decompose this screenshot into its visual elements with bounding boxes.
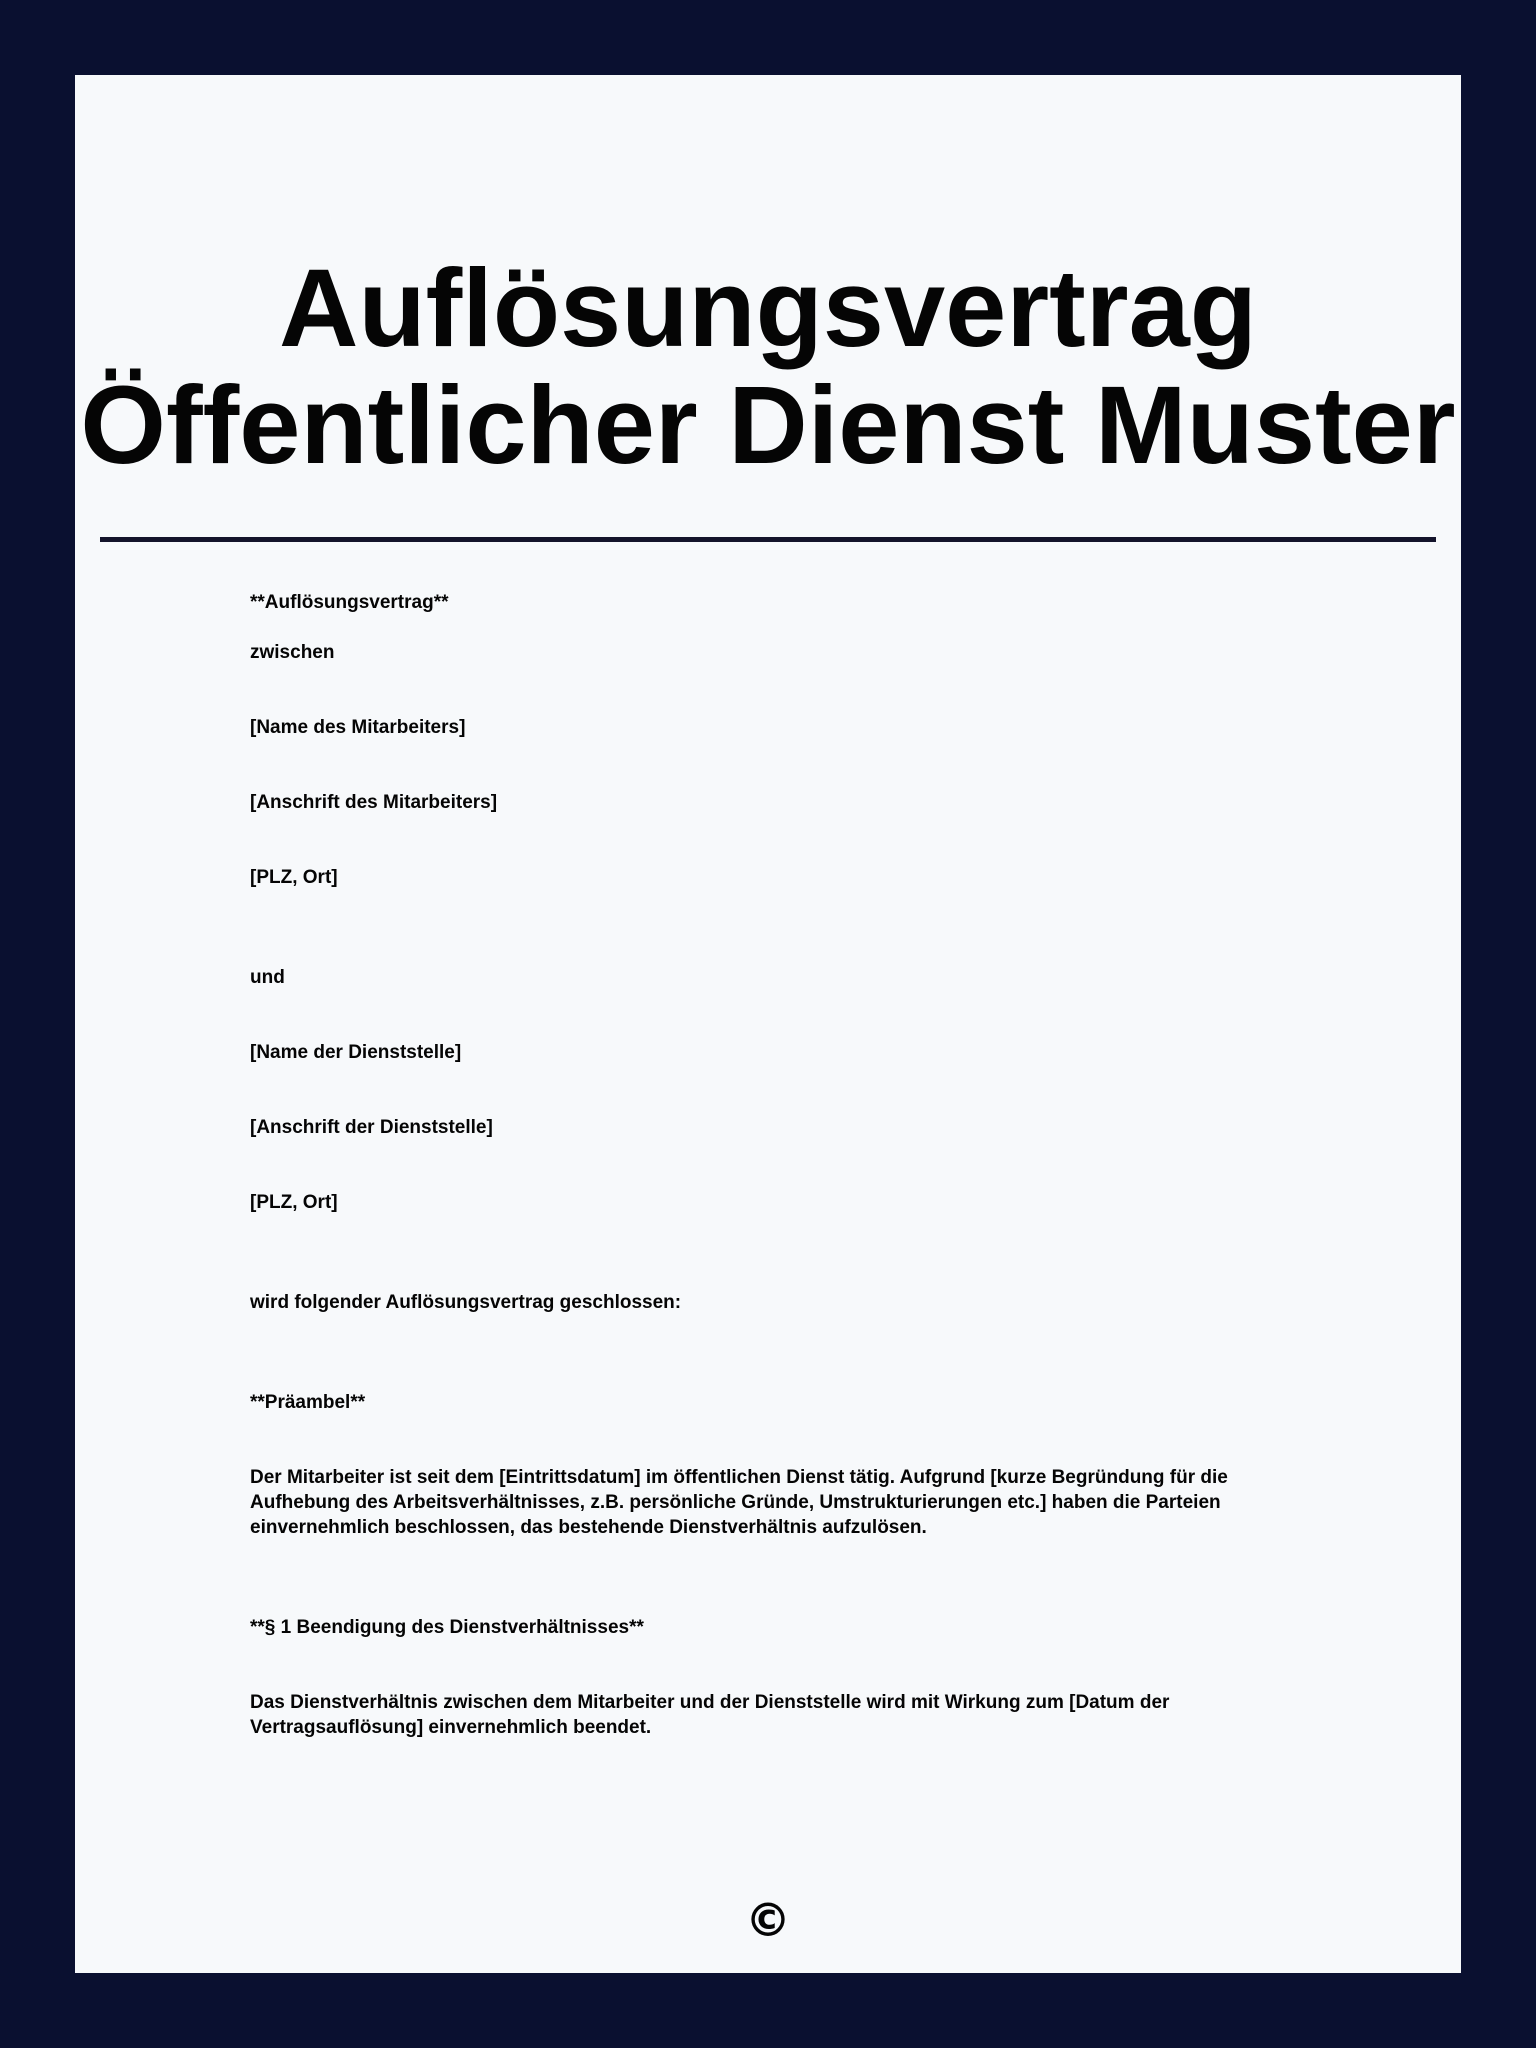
preamble-text: Der Mitarbeiter ist seit dem [Eintrittsdatum] im öffentlichen Dienst tätig. Aufgrund [kurze Begründung für die Aufhebung des Arbeitsverhältnisses, z.B. persönliche Gründe, Umstrukturierungen etc.] haben die Parteien einvernehmlich beschlossen, das bestehende Dienstverhältnis aufzulösen.: [250, 1467, 1228, 1538]
between-text: zwischen: [250, 642, 335, 663]
document-title: [75, 247, 1461, 487]
title-line-2: Öffentlicher Dienst Muster: [80, 364, 1456, 487]
and-text: und: [250, 967, 285, 988]
employee-name: [Name des Mitarbeiters]: [250, 717, 466, 738]
title-divider: [100, 537, 1436, 542]
agency-name: [Name der Dienststelle]: [250, 1042, 462, 1063]
agency-address: [Anschrift der Dienststelle]: [250, 1117, 493, 1138]
copyright-icon: ©: [745, 1893, 791, 1947]
preamble-heading: **Präambel**: [250, 1392, 366, 1413]
contract-heading: **Auflösungsvertrag**: [250, 592, 449, 613]
employee-city: [PLZ, Ort]: [250, 867, 338, 888]
document-page: [75, 75, 1461, 1973]
employee-address: [Anschrift des Mitarbeiters]: [250, 792, 498, 813]
section-1-text: Das Dienstverhältnis zwischen dem Mitarbeiter und der Dienststelle wird mit Wirkung zum [Datum der Vertragsauflösung] einvernehmlich beendet.: [250, 1692, 1170, 1738]
section-1-heading: **§ 1 Beendigung des Dienstverhältnisses**: [250, 1617, 644, 1638]
intro-text: wird folgender Auflösungsvertrag geschlossen:: [250, 1292, 682, 1313]
title-line-1: Auflösungsvertrag: [279, 247, 1257, 370]
agency-city: [PLZ, Ort]: [250, 1192, 338, 1213]
